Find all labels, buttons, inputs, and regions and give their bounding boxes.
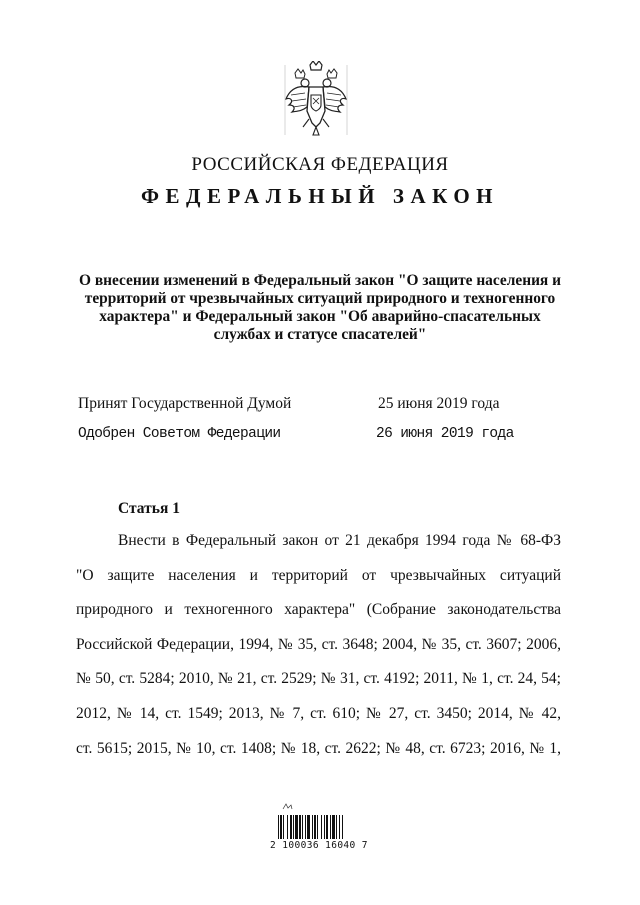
article-line: "О защите населения и территорий от чрезвычайных ситуаций	[76, 566, 561, 584]
country-name: РОССИЙСКАЯ ФЕДЕРАЦИЯ	[191, 154, 449, 175]
barcode-number: 2 100036 16040 7	[270, 840, 368, 851]
article-heading: Статья 1	[118, 500, 180, 517]
subject-line: территорий от чрезвычайных ситуаций природного и техногенного	[84, 290, 556, 307]
coat-of-arms-icon	[283, 61, 349, 141]
adopted-by-label: Принят Государственной Думой	[78, 395, 292, 412]
article-line: природного и техногенного характера" (Собрание законодательства	[76, 601, 561, 619]
document-type-heading: ФЕДЕРАЛЬНЫЙ ЗАКОН	[141, 184, 499, 208]
article-body	[76, 524, 561, 766]
article-line: 2012, № 14, ст. 1549; 2013, № 7, ст. 610; № 27, ст. 3450; 2014, № 42,	[76, 704, 561, 722]
subject-line: О внесении изменений в Федеральный закон "О защите населения и	[79, 272, 561, 289]
adopted-date: 25 июня 2019 года	[378, 395, 500, 412]
law-subject-title	[60, 272, 580, 344]
subject-line: службах и статусе спасателей"	[213, 326, 427, 343]
article-line: Внести в Федеральный закон от 21 декабря 1994 года № 68-ФЗ	[118, 532, 561, 549]
article-line: № 50, ст. 5284; 2010, № 21, ст. 2529; № 31, ст. 4192; 2011, № 1, ст. 24, 54;	[76, 670, 561, 688]
approved-date: 26 июня 2019 года	[376, 426, 514, 442]
article-line: Российской Федерации, 1994, № 35, ст. 3648; 2004, № 35, ст. 3607; 2006,	[76, 635, 561, 653]
approved-by-label: Одобрен Советом Федерации	[78, 426, 281, 442]
subject-line: характера" и Федеральный закон "Об аварийно-спасательных	[99, 308, 541, 325]
article-line: ст. 5615; 2015, № 10, ст. 1408; № 18, ст. 2622; № 48, ст. 6723; 2016, № 1,	[76, 739, 561, 757]
